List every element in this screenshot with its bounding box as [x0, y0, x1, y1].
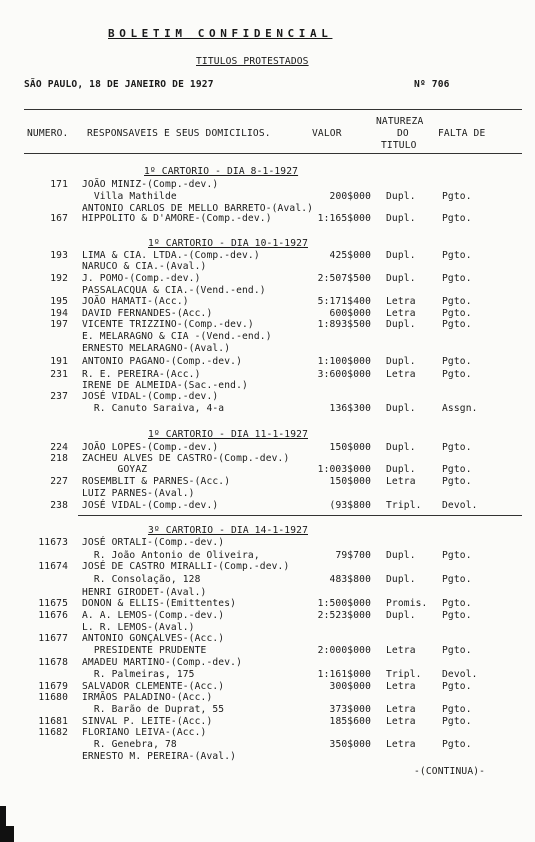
row-natureza: Tripl.	[386, 669, 422, 680]
row-natureza: Dupl.	[386, 250, 416, 261]
row-number: 11681	[38, 716, 68, 727]
row-valor: 5:171$400	[317, 296, 371, 307]
row-number: 195	[50, 296, 68, 307]
row-natureza: Letra	[386, 739, 416, 750]
row-valor: 1:500$000	[317, 598, 371, 609]
row-falta: Pgto.	[442, 191, 472, 202]
bulletin-number: Nº 706	[414, 79, 450, 90]
row-number: 11675	[38, 598, 68, 609]
row-falta: Pgto.	[442, 464, 472, 475]
header-rule-top	[24, 109, 522, 110]
row-falta: Pgto.	[442, 645, 472, 656]
row-name: ERNESTO MELARAGNO-(Aval.)	[82, 343, 231, 354]
row-name: ANTONIO GONÇALVES-(Acc.)	[82, 633, 225, 644]
row-falta: Pgto.	[442, 369, 472, 380]
row-name: LUIZ PARNES-(Aval.)	[82, 488, 195, 499]
row-name: L. R. LEMOS-(Aval.)	[82, 622, 195, 633]
row-valor: 185$600	[329, 716, 371, 727]
row-natureza: Letra	[386, 681, 416, 692]
row-natureza: Dupl.	[386, 356, 416, 367]
row-valor: 1:100$000	[317, 356, 371, 367]
row-natureza: Dupl.	[386, 442, 416, 453]
row-name: LIMA & CIA. LTDA.-(Comp.-dev.)	[82, 250, 260, 261]
col-natureza-2: DO	[397, 128, 409, 139]
row-natureza: Letra	[386, 369, 416, 380]
row-name: R. Consolação, 128	[82, 574, 201, 585]
row-name: NARUCO & CIA.-(Aval.)	[82, 261, 207, 272]
row-falta: Pgto.	[442, 610, 472, 621]
place-date: SÃO PAULO, 18 DE JANEIRO DE 1927	[24, 79, 214, 90]
row-number: 11674	[38, 561, 68, 572]
col-natureza-1: NATUREZA	[376, 116, 424, 127]
row-name: ERNESTO M. PEREIRA-(Aval.)	[82, 751, 237, 762]
continua-note: -(CONTINUA)-	[414, 766, 486, 777]
row-name: R. Genebra, 78	[82, 739, 177, 750]
row-natureza: Letra	[386, 296, 416, 307]
row-name: Villa Mathilde	[82, 191, 177, 202]
row-number: 224	[50, 442, 68, 453]
row-falta: Pgto.	[442, 681, 472, 692]
row-natureza: Tripl.	[386, 500, 422, 511]
row-valor: 1:165$000	[317, 213, 371, 224]
row-number: 227	[50, 476, 68, 487]
row-falta: Pgto.	[442, 598, 472, 609]
row-natureza: Letra	[386, 476, 416, 487]
row-name: ZACHEU ALVES DE CASTRO-(Comp.-dev.)	[82, 453, 290, 464]
row-number: 191	[50, 356, 68, 367]
row-name: R. Canuto Saraiva, 4-a	[82, 403, 225, 414]
row-falta: Pgto.	[442, 250, 472, 261]
row-number: 218	[50, 453, 68, 464]
row-name: HENRI GIRODET-(Aval.)	[82, 587, 207, 598]
row-number: 11676	[38, 610, 68, 621]
row-valor: 1:003$000	[317, 464, 371, 475]
row-valor: 350$000	[329, 739, 371, 750]
row-falta: Pgto.	[442, 319, 472, 330]
row-natureza: Letra	[386, 308, 416, 319]
row-name: DONON & ELLIS-(Emittentes)	[82, 598, 237, 609]
section-title: 1º CARTORIO - DIA 10-1-1927	[148, 238, 308, 249]
row-name: JOSÉ DE CASTRO MIRALLI-(Comp.-dev.)	[82, 561, 290, 572]
row-number: 167	[50, 213, 68, 224]
row-natureza: Letra	[386, 716, 416, 727]
row-falta: Pgto.	[442, 739, 472, 750]
row-falta: Pgto.	[442, 574, 472, 585]
row-falta: Pgto.	[442, 296, 472, 307]
row-name: VICENTE TRIZZINO-(Comp.-dev.)	[82, 319, 254, 330]
row-falta: Pgto.	[442, 550, 472, 561]
row-falta: Pgto.	[442, 442, 472, 453]
row-falta: Devol.	[442, 669, 478, 680]
row-falta: Assgn.	[442, 403, 478, 414]
row-number: 231	[50, 369, 68, 380]
header-rule-bottom	[24, 153, 522, 154]
row-falta: Pgto.	[442, 704, 472, 715]
col-numero: NUMERO.	[27, 128, 69, 139]
bulletin-subtitle: TITULOS PROTESTADOS	[196, 56, 309, 67]
row-number: 237	[50, 391, 68, 402]
col-responsaveis: RESPONSAVEIS E SEUS DOMICILIOS.	[87, 128, 271, 139]
row-name: JOSÉ VIDAL-(Comp.-dev.)	[82, 391, 219, 402]
row-name: ANTONIO CARLOS DE MELLO BARRETO-(Aval.)	[82, 203, 314, 214]
col-falta: FALTA DE	[438, 128, 486, 139]
row-name: R. Barão de Duprat, 55	[82, 704, 225, 715]
row-name: SALVADOR CLEMENTE-(Acc.)	[82, 681, 225, 692]
row-natureza: Dupl.	[386, 403, 416, 414]
row-name: GOYAZ	[82, 464, 148, 475]
col-valor: VALOR	[312, 128, 342, 139]
row-valor: 1:893$500	[317, 319, 371, 330]
row-valor: 150$000	[329, 442, 371, 453]
row-natureza: Dupl.	[386, 319, 416, 330]
row-name: SINVAL P. LEITE-(Acc.)	[82, 716, 213, 727]
row-valor: 300$000	[329, 681, 371, 692]
row-name: ANTONIO PAGANO-(Comp.-dev.)	[82, 356, 242, 367]
row-falta: Pgto.	[442, 308, 472, 319]
row-number: 194	[50, 308, 68, 319]
row-valor: 136$300	[329, 403, 371, 414]
row-falta: Pgto.	[442, 476, 472, 487]
row-natureza: Dupl.	[386, 610, 416, 621]
row-valor: 2:523$000	[317, 610, 371, 621]
row-falta: Pgto.	[442, 213, 472, 224]
row-valor: 600$000	[329, 308, 371, 319]
row-natureza: Letra	[386, 645, 416, 656]
row-valor: 150$000	[329, 476, 371, 487]
row-name: JOÃO MINIZ-(Comp.-dev.)	[82, 179, 219, 190]
row-falta: Pgto.	[442, 716, 472, 727]
row-number: 197	[50, 319, 68, 330]
bulletin-title: BOLETIM CONFIDENCIAL	[108, 27, 333, 40]
section-rule	[78, 515, 522, 516]
row-number: 11678	[38, 657, 68, 668]
row-name: JOÃO HAMATI-(Acc.)	[82, 296, 189, 307]
row-natureza: Dupl.	[386, 464, 416, 475]
row-number: 171	[50, 179, 68, 190]
row-valor: 2:507$500	[317, 273, 371, 284]
row-falta: Devol.	[442, 500, 478, 511]
row-name: JOSÉ VIDAL-(Comp.-dev.)	[82, 500, 219, 511]
row-name: JOÃO LOPES-(Comp.-dev.)	[82, 442, 219, 453]
row-name: FLORIANO LEIVA-(Acc.)	[82, 727, 207, 738]
section-title: 3º CARTORIO - DIA 14-1-1927	[148, 525, 308, 536]
row-name: R. Palmeiras, 175	[82, 669, 195, 680]
row-name: E. MELARAGNO & CIA -(Vend.-end.)	[82, 331, 272, 342]
row-natureza: Promis.	[386, 598, 428, 609]
row-number: 192	[50, 273, 68, 284]
row-name: R. João Antonio de Oliveira,	[82, 550, 260, 561]
col-natureza-3: TITULO	[381, 140, 417, 151]
row-name: DAVID FERNANDES-(Acc.)	[82, 308, 213, 319]
section-title: 1º CARTORIO - DIA 11-1-1927	[148, 429, 308, 440]
row-natureza: Dupl.	[386, 550, 416, 561]
row-valor: 3:600$000	[317, 369, 371, 380]
row-name: HIPPOLITO & D'AMORE-(Comp.-dev.)	[82, 213, 272, 224]
row-number: 11679	[38, 681, 68, 692]
row-falta: Pgto.	[442, 273, 472, 284]
row-falta: Pgto.	[442, 356, 472, 367]
row-valor: 200$000	[329, 191, 371, 202]
row-number: 11677	[38, 633, 68, 644]
row-valor: 425$000	[329, 250, 371, 261]
row-valor: 2:000$000	[317, 645, 371, 656]
row-natureza: Dupl.	[386, 574, 416, 585]
scan-edge-mark	[6, 826, 14, 842]
row-number: 193	[50, 250, 68, 261]
row-valor: 79$700	[335, 550, 371, 561]
section-title: 1º CARTORIO - DIA 8-1-1927	[144, 166, 299, 177]
row-name: PRESIDENTE PRUDENTE	[82, 645, 207, 656]
row-natureza: Dupl.	[386, 191, 416, 202]
row-name: IRMÃOS PALADINO-(Acc.)	[82, 692, 213, 703]
row-number: 11682	[38, 727, 68, 738]
row-valor: 483$800	[329, 574, 371, 585]
row-name: ROSEMBLIT & PARNES-(Acc.)	[82, 476, 231, 487]
row-natureza: Letra	[386, 704, 416, 715]
row-name: PASSALACQUA & CIA.-(Vend.-end.)	[82, 285, 266, 296]
row-valor: 1:161$000	[317, 669, 371, 680]
row-valor: (93$800	[329, 500, 371, 511]
row-number: 11673	[38, 537, 68, 548]
row-number: 11680	[38, 692, 68, 703]
row-natureza: Dupl.	[386, 273, 416, 284]
row-name: AMADEU MARTINO-(Comp.-dev.)	[82, 657, 242, 668]
row-number: 238	[50, 500, 68, 511]
row-name: JOSÉ ORTALI-(Comp.-dev.)	[82, 537, 225, 548]
row-name: IRENE DE ALMEIDA-(Sac.-end.)	[82, 380, 248, 391]
row-natureza: Dupl.	[386, 213, 416, 224]
row-valor: 373$000	[329, 704, 371, 715]
row-name: R. E. PEREIRA-(Acc.)	[82, 369, 201, 380]
row-name: A. A. LEMOS-(Comp.-dev.)	[82, 610, 225, 621]
row-name: J. POMO-(Comp.-dev.)	[82, 273, 201, 284]
